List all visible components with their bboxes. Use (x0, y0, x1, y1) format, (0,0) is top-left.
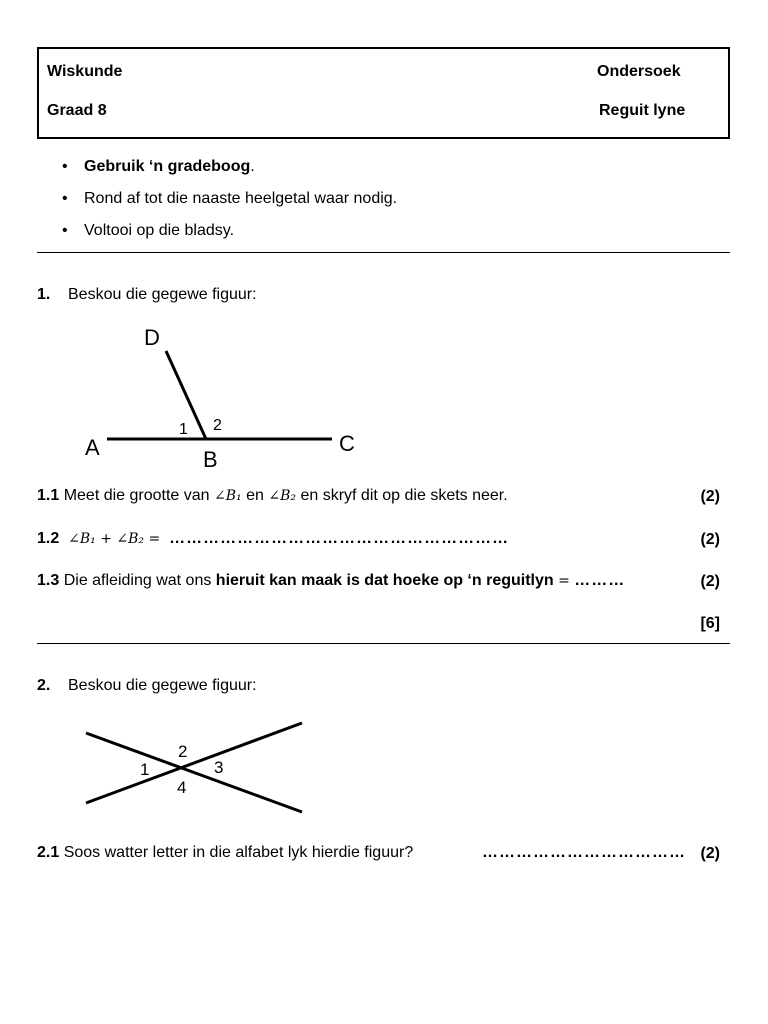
grade-label: Graad 8 (47, 102, 107, 119)
label-angle-2: 2 (213, 417, 222, 434)
label-c: C (339, 431, 355, 456)
instruction-item: • Gebruik ‘n gradeboog. (62, 156, 397, 188)
q2-1-row: 2.1 Soos watter letter in die alfabet lyk hierdie figuur? (37, 844, 414, 861)
divider (37, 643, 730, 644)
line-2 (86, 723, 302, 803)
topic-label: Reguit lyne (599, 102, 686, 119)
q1-1-marks: (2) (700, 488, 720, 505)
q1-1-row: 1.1 Meet die grootte van ∠B₁ en ∠B₂ en skryf dit op die skets neer. (37, 487, 508, 504)
answer-dots: …………………………………………………… (169, 530, 510, 547)
q1-figure (80, 315, 380, 475)
label-d: D (144, 325, 160, 350)
subject-label: Wiskunde (47, 63, 123, 80)
q1-number: 1. (37, 286, 51, 303)
q2-figure (80, 715, 310, 820)
q1-2-marks: (2) (700, 531, 720, 548)
q1-2-row: 1.2 ∠B₁ + ∠B₂ = …………………………………………………… (37, 530, 510, 547)
q1-text: Beskou die gegewe figuur: (68, 286, 257, 303)
q2-text: Beskou die gegewe figuur: (68, 677, 257, 694)
q2-number: 2. (37, 677, 51, 694)
label-angle-1: 1 (179, 421, 188, 438)
answer-dots: ……………………………… (482, 844, 686, 861)
instruction-item: • Rond af tot die naaste heelgetal waar nodig. (62, 188, 397, 220)
q1-3-marks: (2) (700, 573, 720, 590)
label-angle-1: 1 (140, 760, 150, 779)
label-b: B (203, 447, 218, 472)
instruction-bold: Gebruik ‘n gradeboog (84, 158, 251, 175)
instructions-list (62, 156, 397, 252)
label-a: A (85, 435, 100, 460)
q1-total: [6] (700, 615, 720, 632)
label-angle-3: 3 (214, 758, 224, 777)
label-angle-4: 4 (177, 778, 187, 797)
task-label: Ondersoek (597, 63, 681, 80)
instruction-item: • Voltooi op die bladsy. (62, 220, 397, 252)
header-box (37, 47, 730, 139)
q1-3-row: 1.3 Die afleiding wat ons hieruit kan maak is dat hoeke op ‘n reguitlyn = ……… (37, 572, 626, 589)
q2-1-marks: (2) (700, 845, 720, 862)
divider (37, 252, 730, 253)
answer-dots: ……… (574, 572, 626, 589)
label-angle-2: 2 (178, 742, 188, 761)
line-1 (86, 733, 302, 812)
